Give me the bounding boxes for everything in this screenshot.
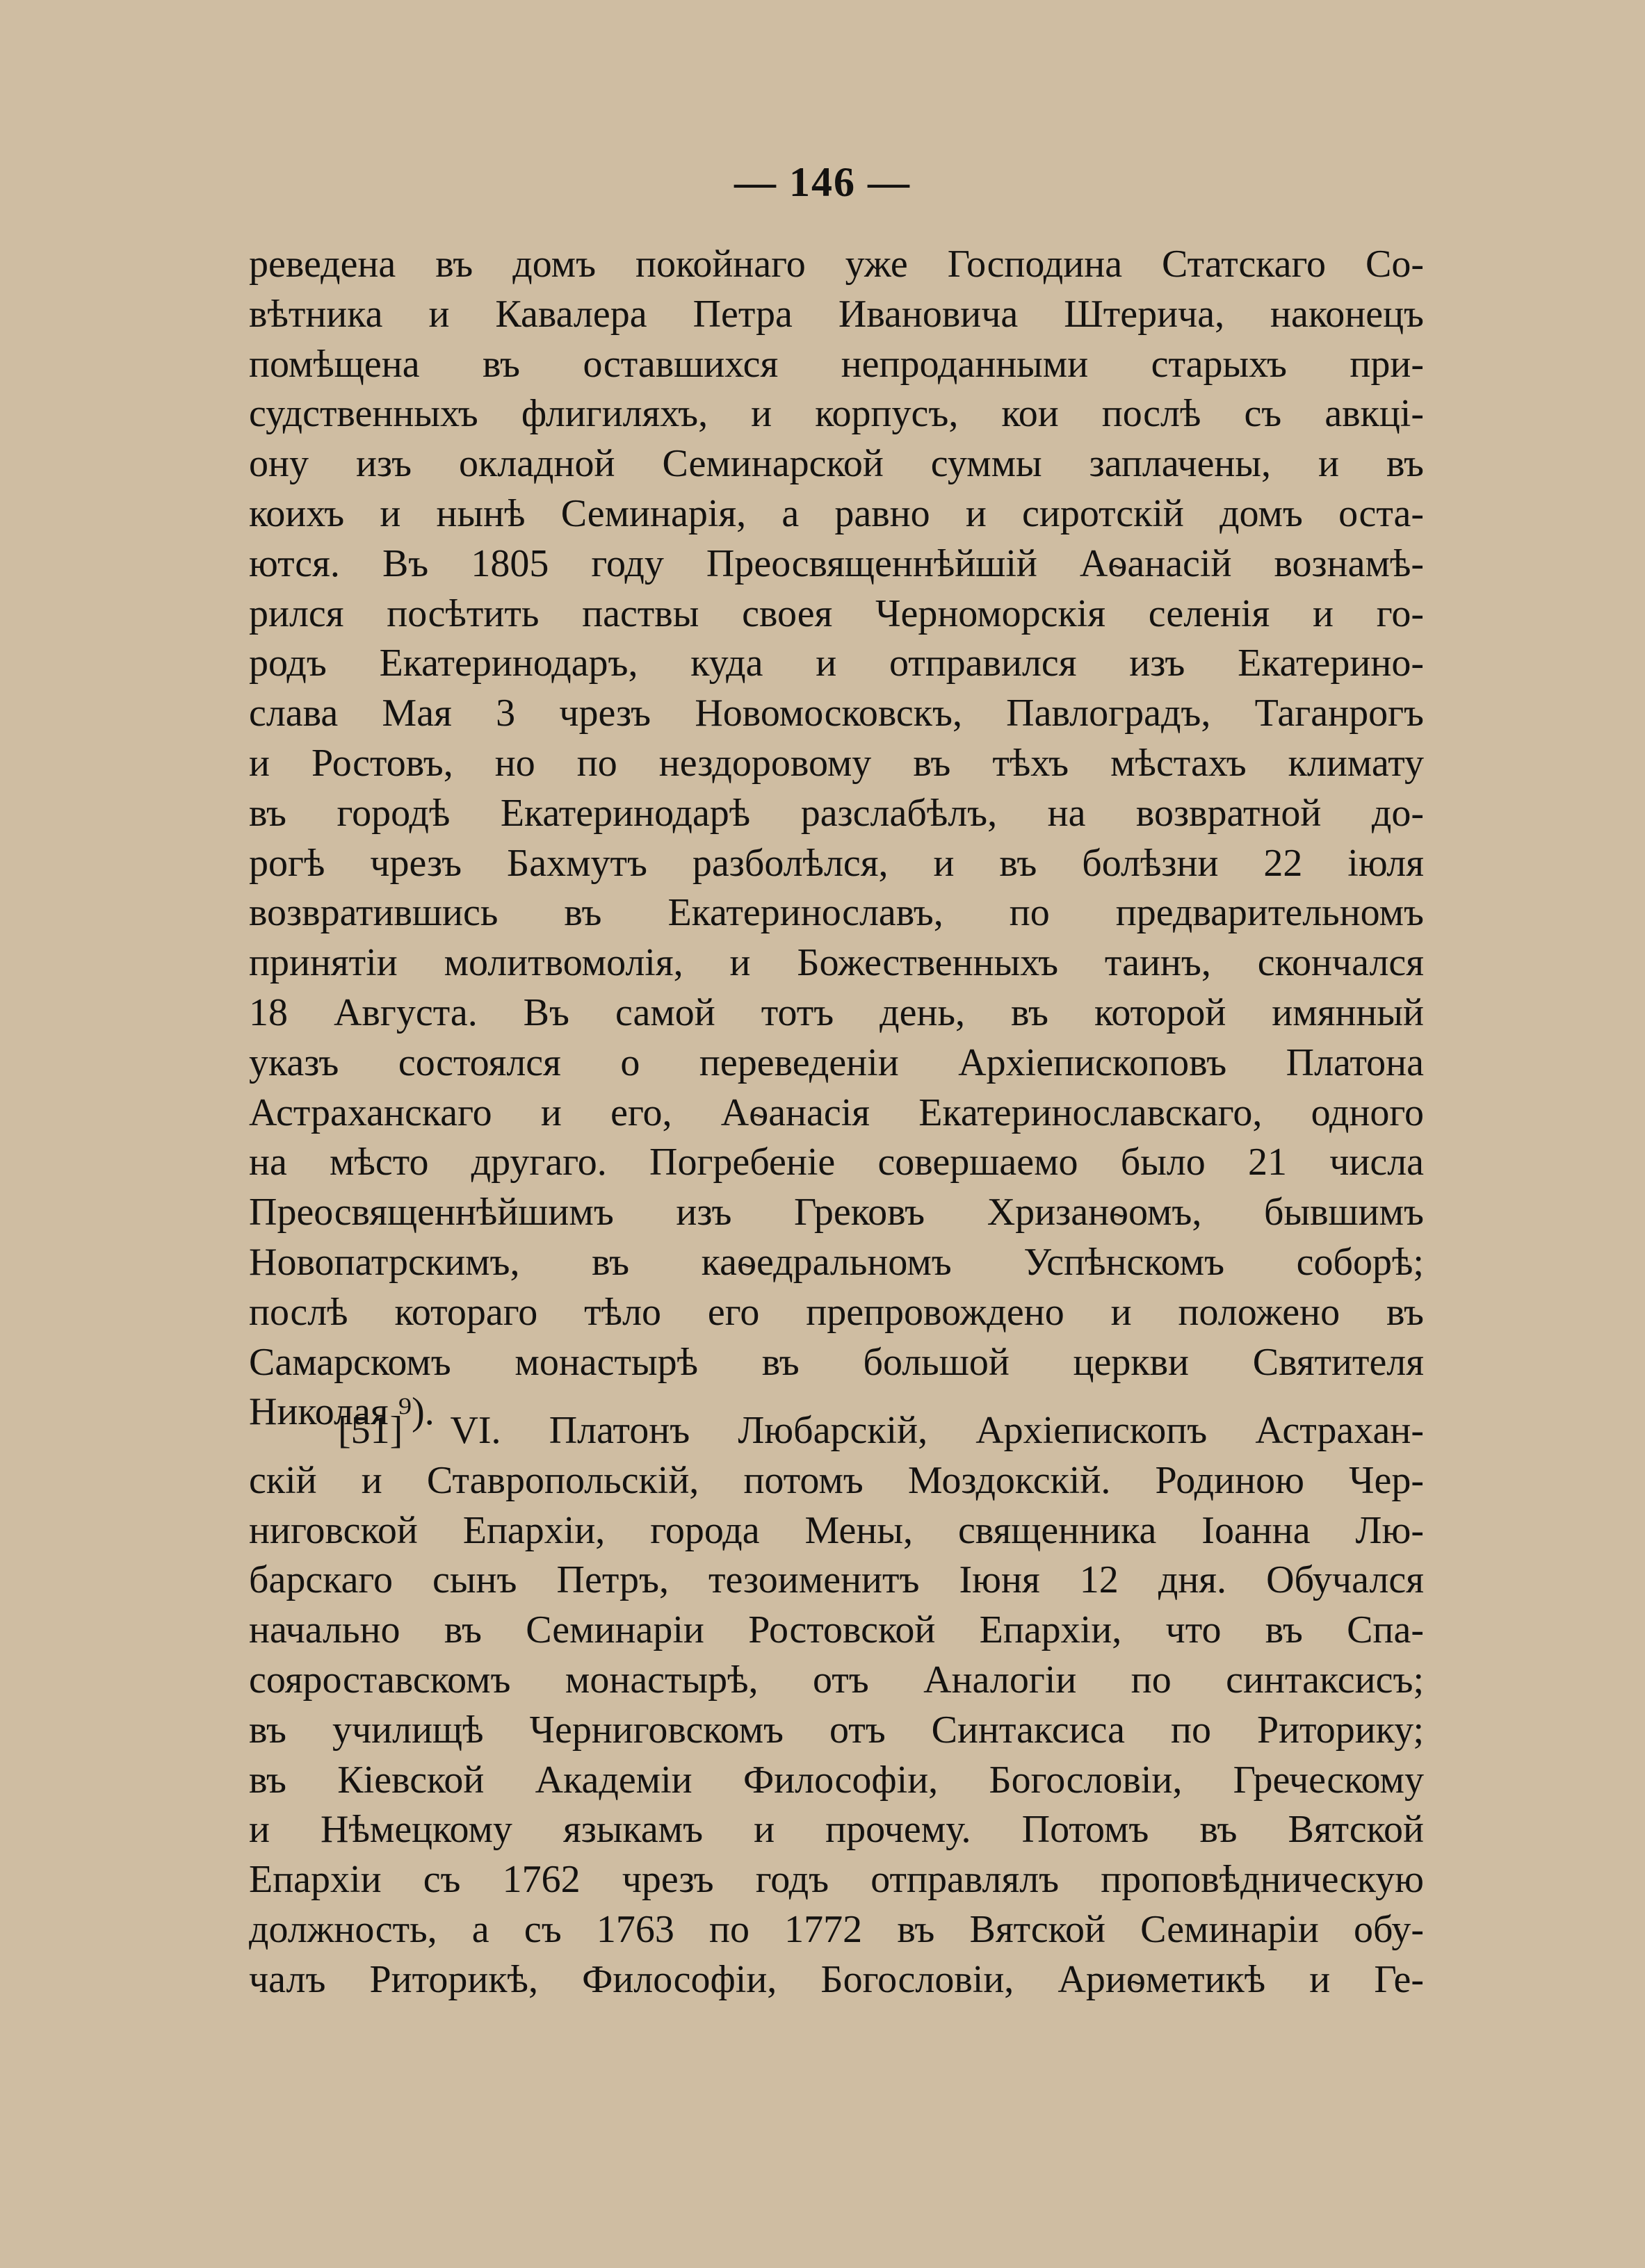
text-line: родъ Екатеринодаръ, куда и отправился изъ Екатерино- — [249, 642, 1424, 685]
text-line: 18 Августа. Въ самой тотъ день, въ которой имянный — [249, 990, 1424, 1034]
text-line: ниговской Епархіи, города Мены, священника Іоанна Лю- — [249, 1508, 1424, 1552]
text-line: барскаго сынъ Петръ, тезоименитъ Іюня 12 дня. Обучался — [249, 1558, 1424, 1602]
text-line: и Нѣмецкому языкамъ и прочему. Потомъ въ Вятской — [249, 1808, 1424, 1852]
text-line: коихъ и нынѣ Семинарія, а равно и сиротскій домъ оста- — [249, 491, 1424, 535]
text-line: вѣтника и Кавалера Петра Ивановича Штерича, наконецъ — [249, 292, 1424, 336]
text-line: въ училищѣ Черниговскомъ отъ Синтаксиса по Риторику; — [249, 1708, 1424, 1752]
text-line: Николая ⁹). — [249, 1390, 435, 1434]
text-line: Астраханскаго и его, Аѳанасія Екатеринославскаго, одного — [249, 1091, 1424, 1134]
paragraph-2 — [249, 1406, 1424, 2005]
page-number: — 146 — — [734, 159, 911, 205]
text-line: возвратившись въ Екатеринославъ, по предварительномъ — [249, 891, 1424, 935]
paragraph-1 — [249, 240, 1424, 1437]
text-line: [51] VI. Платонъ Любарскій, Архіепископъ Астрахан- — [338, 1409, 1424, 1452]
text-line: въ Кіевской Академіи Философіи, Богословіи, Греческому — [249, 1758, 1424, 1802]
text-line: ются. Въ 1805 году Преосвященнѣйшій Аѳанасій вознамѣ- — [249, 541, 1424, 585]
text-line: помѣщена въ оставшихся непроданными старыхъ при- — [249, 342, 1424, 386]
text-line: рился посѣтить паствы своея Черноморскія селенія и го- — [249, 592, 1424, 635]
text-line: Епархіи съ 1762 чрезъ годъ отправлялъ проповѣдническую — [249, 1858, 1424, 1902]
text-line: ону изъ окладной Семинарской суммы заплачены, и въ — [249, 442, 1424, 486]
text-line: начально въ Семинаріи Ростовской Епархіи, что въ Спа- — [249, 1608, 1424, 1652]
text-line: послѣ котораго тѣло его препровождено и положено въ — [249, 1290, 1424, 1334]
text-line: и Ростовъ, но по нездоровому въ тѣхъ мѣстахъ климату — [249, 741, 1424, 785]
text-line: реведена въ домъ покойнаго уже Господина Статскаго Со- — [249, 243, 1424, 286]
text-line: принятіи молитвомолія, и Божественныхъ таинъ, скончался — [249, 941, 1424, 985]
text-line: скій и Ставропольскій, потомъ Моздокскій. Родиною Чер- — [249, 1458, 1424, 1502]
text-line: Преосвященнѣйшимъ изъ Грековъ Хризанѳомъ, бывшимъ — [249, 1191, 1424, 1234]
text-line: сояроставскомъ монастырѣ, отъ Аналогіи по синтаксисъ; — [249, 1658, 1424, 1702]
text-line: чалъ Риторикѣ, Философіи, Богословіи, Ариѳметикѣ и Ге- — [249, 1957, 1424, 2001]
text-line: судственныхъ флигиляхъ, и корпусъ, кои послѣ съ авкці- — [249, 392, 1424, 436]
text-line: Самарскомъ монастырѣ въ большой церкви Святителя — [249, 1340, 1424, 1384]
text-line: должность, а съ 1763 по 1772 въ Вятской Семинаріи обу- — [249, 1907, 1424, 1951]
text-line: слава Мая 3 чрезъ Новомосковскъ, Павлоградъ, Таганрогъ — [249, 692, 1424, 735]
text-line: Новопатрскимъ, въ каѳедральномъ Успѣнскомъ соборѣ; — [249, 1240, 1424, 1284]
text-line: на мѣсто другаго. Погребеніе совершаемо было 21 числа — [249, 1141, 1424, 1184]
text-line: рогѣ чрезъ Бахмутъ разболѣлся, и въ болѣзни 22 іюля — [249, 841, 1424, 885]
text-line: указъ состоялся о переведеніи Архіепископовъ Платона — [249, 1041, 1424, 1084]
text-line: въ городѣ Екатеринодарѣ разслабѣлъ, на возвратной до- — [249, 791, 1424, 835]
